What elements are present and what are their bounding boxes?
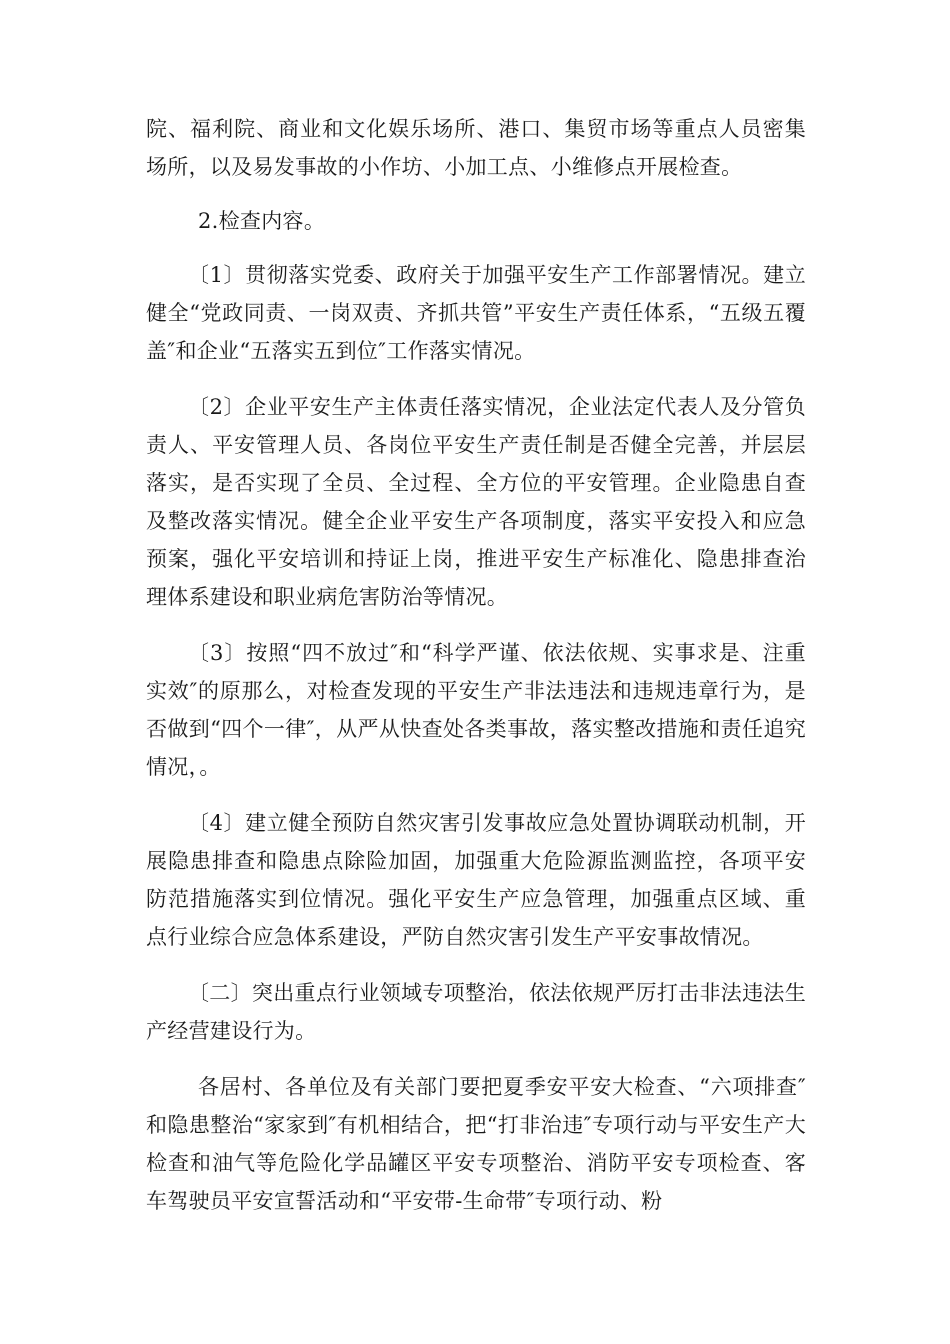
paragraph-item-2: 〔2〕企业平安生产主体责任落实情况，企业法定代表人及分管负责人、平安管理人员、各岗位平安生产责任制是否健全完善，并层层落实，是否实现了全员、全过程、全方位的平安管理。企业隐患自查及整改落实情况。健全企业平安生产各项制度，落实平安投入和应急预案，强化平安培训和持证上岗，推进平安生产标准化、隐患排查治理体系建设和职业病危害防治等情况。 [146, 395, 806, 609]
paragraph-continuation: 院、福利院、商业和文化娱乐场所、港口、集贸市场等重点人员密集场所，以及易发事故的小作坊、小加工点、小维修点开展检查。 [146, 117, 806, 179]
document-body [146, 110, 806, 1220]
paragraph-item-4: 〔4〕建立健全预防自然灾害引发事故应急处置协调联动机制，开展隐患排查和隐患点除险加固，加强重大危险源监测监控，各项平安防范措施落实到位情况。强化平安生产应急管理，加强重点区域、重点行业综合应急体系建设，严防自然灾害引发生产平安事故情况。 [146, 811, 806, 949]
paragraph-heading-inspection-content: 2.检查内容。 [198, 209, 326, 233]
paragraph-item-1: 〔1〕贯彻落实党委、政府关于加强平安生产工作部署情况。建立健全“党政同责、一岗双责、齐抓共管”平安生产责任体系，“五级五覆盖″和企业“五落实五到位″工作落实情况。 [146, 263, 806, 363]
paragraph-section-2-body: 各居村、各单位及有关部门要把夏季安平安大检查、“六项排查″和隐患整治“家家到″有机相结合，把“打非治违″专项行动与平安生产大检查和油气等危险化学品罐区平安专项整治、消防平安专项检查、客车驾驶员平安宣誓活动和“平安带-生命带″专项行动、粉 [146, 1075, 806, 1213]
paragraph-item-3: 〔3〕按照“四不放过″和“科学严谨、依法依规、实事求是、注重实效″的原那么，对检查发现的平安生产非法违法和违规违章行为，是否做到“四个一律″，从严从快查处各类事故，落实整改措施和责任追究情况，。 [146, 641, 806, 779]
paragraph-section-2: 〔二〕突出重点行业领域专项整治，依法依规严厉打击非法违法生产经营建设行为。 [146, 981, 806, 1043]
